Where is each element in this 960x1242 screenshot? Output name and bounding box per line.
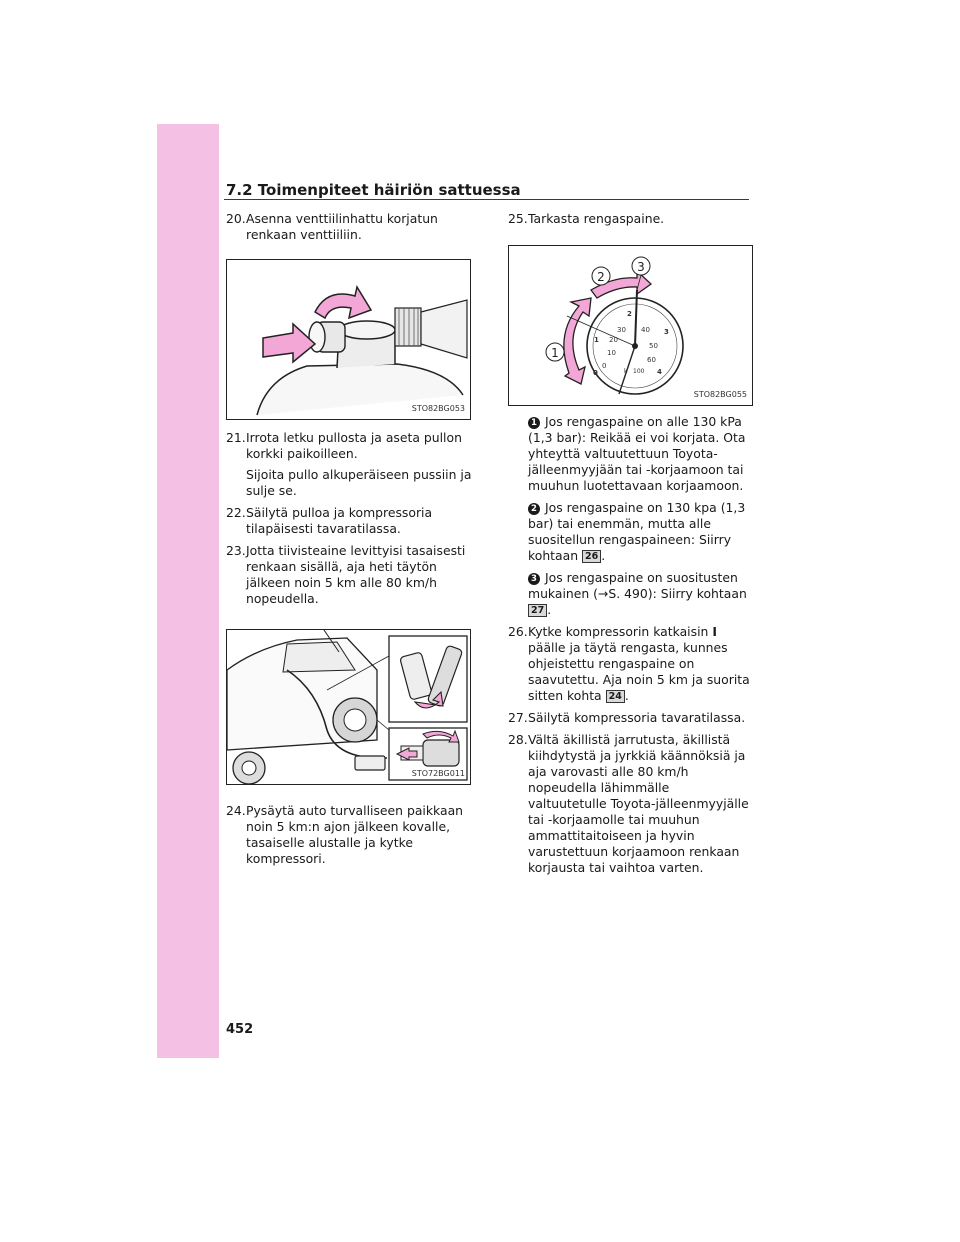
note-1: 1 Jos rengaspaine on alle 130 kPa (1,3 bar): Reikää ei voi korjata. Ota yhteyttä valtuutettuun Toyota-jälleenmyyjään tai -korjaamoon tai muuhun luotettavaan korjaamoon. — [528, 414, 746, 493]
gauge-outer-tick: 3 — [664, 328, 669, 336]
gauge-callout-1: 1 — [551, 346, 559, 360]
gauge-callout-2: 2 — [597, 270, 605, 284]
step-22: 22. Säilytä pulloa ja kompressoria tilapäisesti tavaratilassa. — [226, 505, 433, 536]
note-3: 3 Jos rengaspaine on suositusten mukainen (→S. 490): Siirry kohtaan 27 . — [528, 570, 747, 617]
gauge-inner-tick: 10 — [607, 349, 616, 357]
pressure-gauge-illustration — [509, 246, 752, 405]
callout-badge-2: 2 — [528, 503, 540, 515]
gauge-inner-tick: 20 — [609, 336, 618, 344]
gauge-outer-tick: 0 — [593, 369, 598, 377]
gauge-unit-label: k — [624, 368, 628, 375]
step-ref-link[interactable]: 24 — [606, 690, 625, 703]
step-23: 23. Jotta tiivisteaine levittyisi tasaisesti renkaan sisällä, aja heti täytön jälkeen noin 5 km alle 80 km/h nopeudella. — [226, 543, 466, 606]
gauge-inner-tick: 0 — [602, 362, 607, 370]
section-header: 7.2 Toimenpiteet häiriön sattuessa — [226, 181, 521, 199]
step-27: 27. Säilytä kompressoria tavaratilassa. — [508, 710, 746, 725]
valve-cap-figure — [226, 259, 471, 420]
page-number: 452 — [226, 1022, 254, 1037]
gauge-inner-tick: 50 — [649, 342, 658, 350]
figure-code: STO82BG053 — [411, 404, 465, 413]
gauge-inner-tick: 100 — [633, 368, 645, 375]
step-26: 26. Kytke kompressorin katkaisin I päälle ja täytä rengasta, kunnes ohjeistettu rengaspaine on saavutettu. Aja noin 5 km ja suorita sitten kohta 24 . — [508, 624, 750, 703]
pressure-gauge-figure — [508, 245, 753, 406]
header-rule — [224, 199, 749, 200]
step-21-subtext: Sijoita pullo alkuperäiseen pussiin ja sulje se. — [246, 467, 472, 498]
step-21: 21. Irrota letku pullosta ja aseta pullon korkki paikoilleen. — [226, 430, 462, 461]
gauge-inner-tick: 40 — [641, 326, 650, 334]
step-28: 28. Vältä äkillistä jarrutusta, äkillistä kiihdytystä ja jyrkkiä käännöksiä ja aja varovasti alle 80 km/h nopeudella lähimmälle valtuutetulle Toyota-jälleenmyyjälle tai -korjaamolle tai muuhun ammattitaitoiseen ja hyvin varustettuun korjaamoon renkaan korjausta tai vaihtoa varten. — [508, 732, 749, 875]
chapter-sidebar-tab — [157, 124, 219, 1058]
car-compressor-illustration — [227, 630, 470, 784]
gauge-outer-tick: 4 — [657, 368, 662, 376]
car-compressor-figure — [226, 629, 471, 785]
gauge-inner-tick: 30 — [617, 326, 626, 334]
step-ref-link[interactable]: 27 — [528, 604, 547, 617]
callout-badge-1: 1 — [528, 417, 540, 429]
step-ref-link[interactable]: 26 — [582, 550, 601, 563]
note-2: 2 Jos rengaspaine on 130 kpa (1,3 bar) tai enemmän, mutta alle suositellun rengaspaineen: Siirry kohtaan 26 . — [528, 500, 746, 563]
step-25: 25. Tarkasta rengaspaine. — [508, 211, 665, 226]
gauge-outer-tick: 2 — [627, 310, 632, 318]
gauge-callout-3: 3 — [637, 260, 645, 274]
figure-code: STO82BG055 — [693, 390, 747, 399]
left-column — [226, 211, 476, 867]
step-24: 24. Pysäytä auto turvalliseen paikkaan noin 5 km:n ajon jälkeen kovalle, tasaiselle alustalle ja kytke kompressori. — [226, 803, 464, 866]
callout-badge-3: 3 — [528, 573, 540, 585]
switch-on-symbol: I — [712, 624, 717, 639]
gauge-inner-tick: 60 — [647, 356, 656, 364]
step-20: 20. Asenna venttiilinhattu korjatun renkaan venttiiliin. — [226, 211, 438, 242]
gauge-outer-tick: 1 — [594, 336, 599, 344]
figure-code: STO72BG011 — [411, 769, 465, 778]
valve-cap-illustration — [227, 260, 470, 419]
right-column — [508, 211, 751, 876]
